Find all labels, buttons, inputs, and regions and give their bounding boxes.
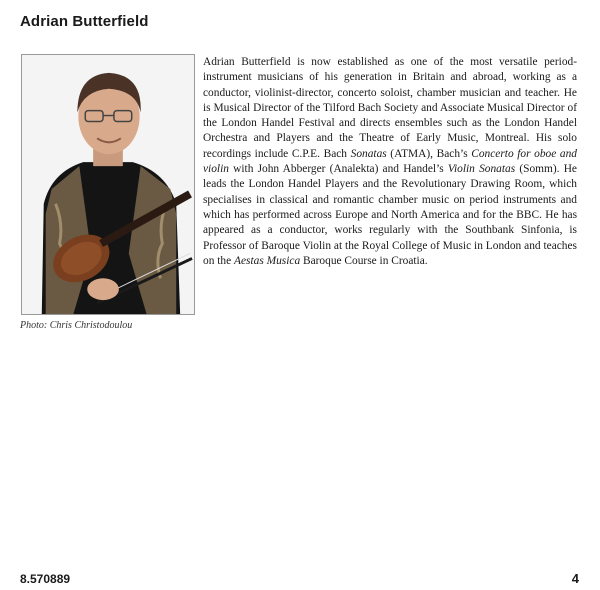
bio-segment: (ATMA), Bach’s <box>386 147 472 160</box>
bio-segment: (Somm). He leads the London Handel Players and the Revolutionary Drawing Room, which specialises in classical and romantic chamber music on period instruments and which has performed across Europe and North America and for the BBC. He has appeared as a conductor, works regularly with the Southbank Sinfonia, is Professor of Baroque Violin at the Royal College of Music in London and teaches on the <box>203 163 577 267</box>
bio-title-sonatas: Sonatas <box>350 147 387 160</box>
bio-title-aestas-musica: Aestas Musica <box>234 254 301 267</box>
bio-segment: with John Abberger (Analekta) and Handel’s <box>228 163 448 176</box>
bio-segment: Adrian Butterfield is now established as one of the most versatile period-instrument musicians of his generation in Britain and abroad, working as a conductor, violinist-director, concerto soloist, chamber musician and teacher. He is Musical Director of the Tilford Bach Society and Associate Musical Director of the London Handel Festival and directs ensembles such as the London Handel Orchestra and Players and the Theatre of Early Music, Montreal. His solo recordings include C.P.E. Bach <box>203 56 577 160</box>
portrait-photo <box>21 54 195 315</box>
biography-text <box>203 55 577 269</box>
photo-credit: Photo: Chris Christodoulou <box>20 320 133 331</box>
page-number: 4 <box>571 571 579 586</box>
bio-title-violin-sonatas: Violin Sonatas <box>447 163 516 176</box>
page-title: Adrian Butterfield <box>20 13 149 30</box>
catalog-number: 8.570889 <box>20 572 71 586</box>
bio-title-concerto: Concerto for oboe and violin <box>203 147 577 176</box>
bio-segment: Baroque Course in Croatia. <box>300 254 428 267</box>
